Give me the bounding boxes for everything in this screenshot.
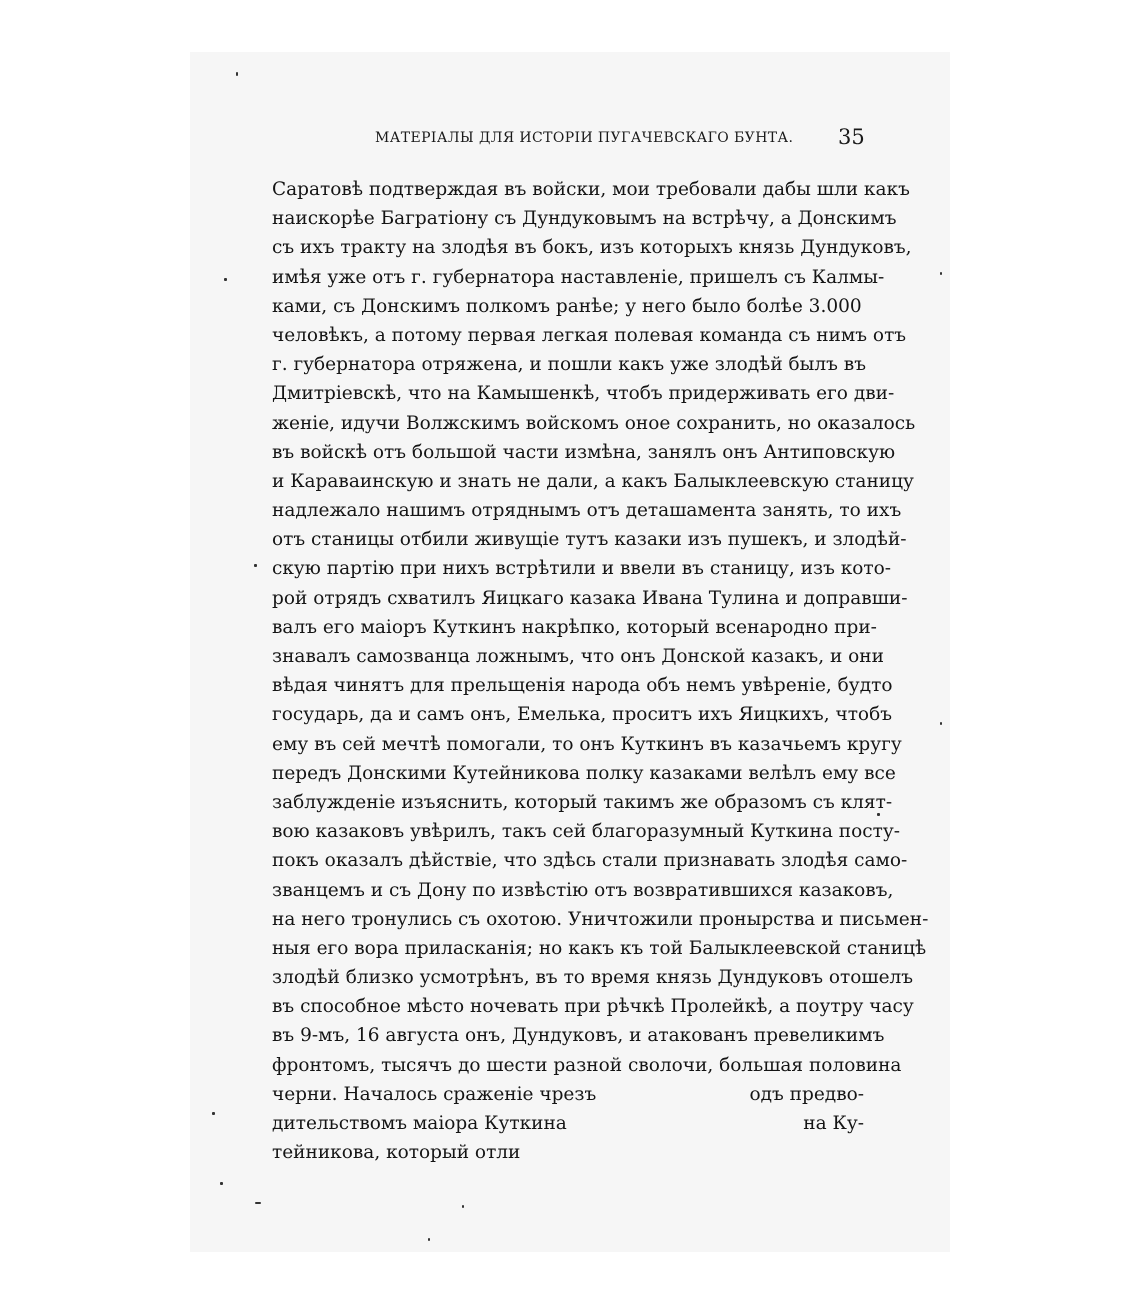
text-line: валъ его маіоръ Куткинъ накрѣпко, который всенародно при- xyxy=(272,616,877,638)
text-line: государь, да и самъ онъ, Емелька, проситъ ихъ Яицкихъ, чтобъ xyxy=(272,704,892,726)
text-line: отъ станицы отбили живущіе тутъ казаки изъ пушекъ, и злодѣй- xyxy=(272,529,907,551)
text-line: въ войскѣ отъ большой части измѣна, занялъ онъ Антиповскую xyxy=(272,441,896,463)
text-line: наискорѣе Багратіону съ Дундуковымъ на встрѣчу, а Донскимъ xyxy=(272,208,897,230)
text-line: фронтомъ, тысячъ до шести разной сволочи, большая половина xyxy=(272,1054,902,1076)
scan-speck xyxy=(940,722,942,725)
text-line: злодѣй близко усмотрѣнъ, въ то время князь Дундуковъ отошелъ xyxy=(272,967,914,989)
scan-speck xyxy=(462,1205,464,1208)
scan-speck xyxy=(254,564,257,567)
text-line-damaged: тейникова, который отли xyxy=(272,1142,521,1164)
scan-speck xyxy=(212,1112,215,1115)
text-line: ныя его вора приласканія; но какъ къ той Балыклеевской станицѣ xyxy=(272,937,927,959)
text-line-damaged: черни. Началось сраженіе чрезъ одъ предво- xyxy=(272,1083,864,1105)
text-line: покъ оказалъ дѣйствіе, что здѣсь стали признавать злодѣя само- xyxy=(272,850,908,872)
text-line: ему въ сей мечтѣ помогали, то онъ Куткинъ въ казачьемъ кругу xyxy=(272,733,902,755)
body-text xyxy=(272,175,929,1167)
running-title: МАТЕРІАЛЫ ДЛЯ ИСТОРІИ ПУГАЧЕВСКАГО БУНТА. xyxy=(375,130,794,146)
text-line: въ способное мѣсто ночевать при рѣчкѣ Пролейкѣ, а поутру часу xyxy=(272,996,914,1018)
text-line: рой отрядъ схватилъ Яицкаго казака Ивана Тулина и доправши- xyxy=(272,587,908,609)
text-line: знавалъ самозванца ложнымъ, что онъ Донской казакъ, и они xyxy=(272,646,884,667)
text-line: Саратовѣ подтверждая въ войски, мои требовали дабы шли какъ xyxy=(272,179,910,200)
text-line: и Караваинскую и знать не дали, а какъ Балыклеевскую станицу xyxy=(272,470,914,492)
text-line: женіе, идучи Волжскимъ войскомъ оное сохранить, но оказалось xyxy=(272,412,916,434)
text-line: ками, съ Донскимъ полкомъ ранѣе; у него было болѣе 3.000 xyxy=(272,295,862,317)
text-line: Дмитріевскѣ, что на Камышенкѣ, чтобъ придерживать его дви- xyxy=(272,383,895,405)
scan-speck xyxy=(224,278,227,281)
text-line: заблужденіе изъяснить, который такимъ же образомъ съ клят- xyxy=(272,791,893,813)
scan-speck xyxy=(940,272,942,275)
text-line: вою казаковъ увѣрилъ, такъ сей благоразумный Куткина посту- xyxy=(272,821,900,843)
text-line: надлежало нашимъ отряднымъ отъ деташамента занять, то ихъ xyxy=(272,500,902,522)
scan-speck xyxy=(428,1238,430,1241)
text-line: передъ Донскими Кутейникова полку казаками велѣлъ ему все xyxy=(272,762,896,784)
text-line-damaged: дительствомъ маіора Куткина на Ку- xyxy=(272,1113,864,1134)
scan-speck xyxy=(255,1202,261,1204)
text-line: въ 9-мъ, 16 августа онъ, Дундуковъ, и атакованъ превеликимъ xyxy=(272,1025,885,1047)
page-number: 35 xyxy=(838,125,865,149)
text-line: вѣдая чинятъ для прельщенія народа объ немъ увѣреніе, будто xyxy=(272,675,893,697)
text-line: званцемъ и съ Дону по извѣстію отъ возвратившихся казаковъ, xyxy=(272,879,894,901)
text-line: имѣя уже отъ г. губернатора наставленіе, пришелъ съ Калмы- xyxy=(272,266,885,288)
text-line: съ ихъ тракту на злодѣя въ бокъ, изъ которыхъ князь Дундуковъ, xyxy=(272,237,912,259)
text-line: на него тронулись съ охотою. Уничтожили пронырства и письмен- xyxy=(272,908,929,930)
scan-speck xyxy=(877,813,880,816)
text-line: г. губернатора отряжена, и пошли какъ уже злодѣй былъ въ xyxy=(272,354,866,376)
text-line: человѣкъ, а потому первая легкая полевая команда съ нимъ отъ xyxy=(272,324,907,346)
text-line: скую партію при нихъ встрѣтили и ввели въ станицу, изъ кото- xyxy=(272,558,892,580)
scan-speck xyxy=(236,72,238,76)
scan-speck xyxy=(220,1182,223,1185)
